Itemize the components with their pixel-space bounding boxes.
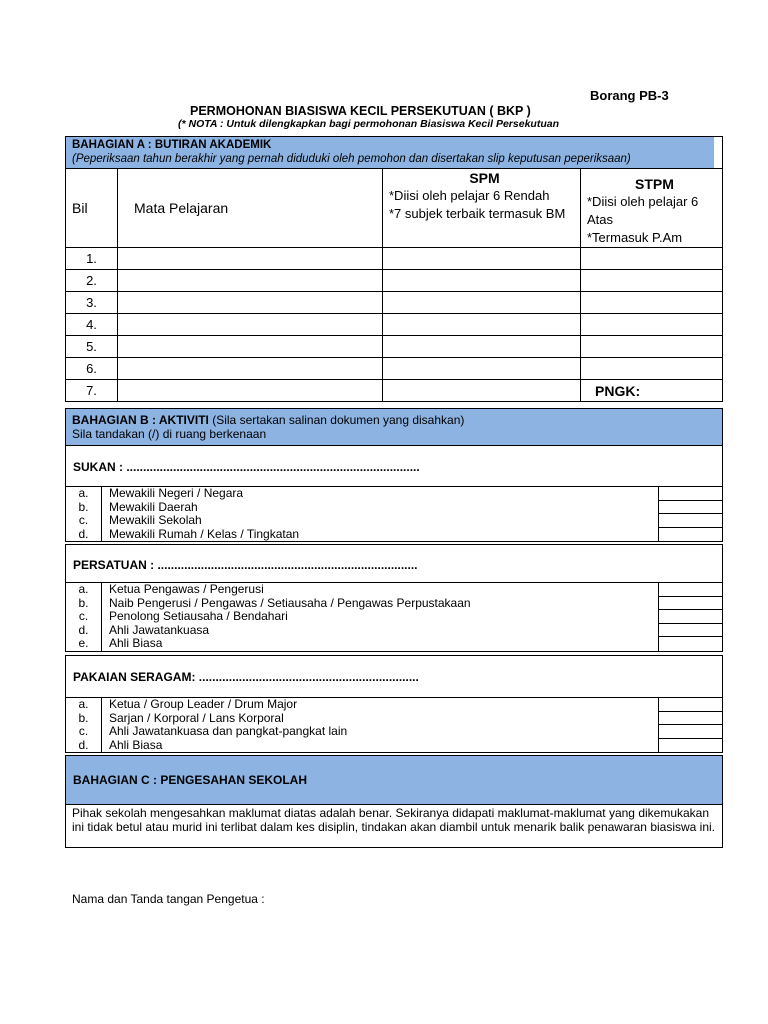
item-letter: a.	[78, 697, 89, 711]
item-letter: b.	[78, 710, 89, 725]
item-letter: d.	[78, 526, 89, 541]
item-letters	[66, 698, 102, 753]
stpm-title: STPM	[635, 176, 674, 192]
checkbox-column	[659, 583, 723, 652]
subject-cell[interactable]	[118, 248, 383, 270]
subject-cell[interactable]	[118, 380, 383, 402]
item-text: Mewakili Daerah	[109, 499, 198, 514]
item-text: Ketua Pengawas / Pengerusi	[109, 582, 264, 596]
spm-cell[interactable]	[383, 314, 581, 336]
checkbox-cell[interactable]	[659, 487, 722, 501]
row-number: 6.	[66, 358, 118, 380]
section-a-title: BAHAGIAN A : BUTIRAN AKADEMIK	[72, 139, 272, 151]
sukan-label: SUKAN : ........................................................................................	[65, 445, 723, 487]
item-letter: c.	[78, 513, 89, 527]
checkbox-cell[interactable]	[659, 698, 722, 712]
checkbox-cell[interactable]	[659, 739, 722, 753]
row-number: 7.	[66, 380, 118, 402]
stpm-cell[interactable]	[581, 292, 723, 314]
spm-title: SPM	[469, 170, 500, 186]
item-text: Naib Pengerusi / Pengawas / Setiausaha / Pengawas Perpustakaan	[109, 595, 471, 610]
item-text: Mewakili Rumah / Kelas / Tingkatan	[109, 526, 300, 541]
checkbox-cell[interactable]	[659, 624, 722, 638]
item-letter: c.	[78, 724, 89, 738]
checkbox-cell[interactable]	[659, 637, 722, 651]
checkbox-cell[interactable]	[659, 528, 722, 542]
spm-note-2: *7 subjek terbaik termasuk BM	[389, 206, 566, 221]
signature-label: Nama dan Tanda tangan Pengetua :	[72, 892, 265, 906]
item-letter: c.	[78, 609, 89, 623]
item-letter: b.	[78, 499, 89, 514]
item-text: Sarjan / Korporal / Lans Korporal	[109, 710, 284, 725]
checkbox-cell[interactable]	[659, 501, 722, 515]
col-bil: Bil	[66, 169, 118, 248]
item-letter: d.	[78, 622, 89, 637]
item-texts	[102, 583, 659, 652]
row-number: 2.	[66, 270, 118, 292]
section-a-header	[66, 137, 714, 168]
stpm-cell[interactable]	[581, 314, 723, 336]
form-code: Borang PB-3	[590, 88, 669, 103]
persatuan-label: PERSATUAN : ..............................................................................	[65, 544, 723, 583]
spm-cell[interactable]	[383, 270, 581, 292]
subject-cell[interactable]	[118, 292, 383, 314]
checkbox-column	[659, 698, 723, 753]
spm-cell[interactable]	[383, 248, 581, 270]
item-letters	[66, 583, 102, 652]
spm-cell[interactable]	[383, 292, 581, 314]
section-b-title-note: (Sila sertakan salinan dokumen yang disahkan)	[208, 413, 465, 427]
item-text: Ahli Biasa	[109, 636, 163, 650]
pakaian-seragam-label: PAKAIAN SERAGAM: ..................................................................	[65, 655, 723, 698]
item-letters	[66, 487, 102, 542]
item-texts	[102, 487, 659, 542]
spm-cell[interactable]	[383, 336, 581, 358]
checkbox-cell[interactable]	[659, 610, 722, 624]
item-text: Ahli Jawatankuasa	[109, 622, 210, 637]
item-letter: a.	[78, 486, 89, 500]
section-b-instruction: Sila tandakan (/) di ruang berkenaan	[72, 427, 267, 441]
spm-cell[interactable]	[383, 358, 581, 380]
row-number: 3.	[66, 292, 118, 314]
item-text: Ahli Biasa	[109, 737, 163, 752]
section-b-title: BAHAGIAN B : AKTIVITI	[72, 413, 209, 427]
subject-cell[interactable]	[118, 270, 383, 292]
item-letter: d.	[78, 737, 89, 752]
pngk-label: PNGK:	[581, 380, 723, 402]
section-b-header	[65, 408, 723, 446]
col-mata-pelajaran: Mata Pelajaran	[118, 169, 383, 248]
item-text: Ketua / Group Leader / Drum Major	[109, 697, 298, 711]
subject-cell[interactable]	[118, 314, 383, 336]
checkbox-column	[659, 487, 723, 542]
row-number: 5.	[66, 336, 118, 358]
checkbox-cell[interactable]	[659, 725, 722, 739]
item-text: Mewakili Sekolah	[109, 513, 202, 527]
section-c-header: BAHAGIAN C : PENGESAHAN SEKOLAH	[65, 755, 723, 805]
row-number: 4.	[66, 314, 118, 336]
checkbox-cell[interactable]	[659, 514, 722, 528]
col-stpm	[581, 169, 723, 248]
checkbox-cell[interactable]	[659, 583, 722, 597]
subject-cell[interactable]	[118, 358, 383, 380]
form-note: (* NOTA : Untuk dilengkapkan bagi permohonan Biasiswa Kecil Persekutuan	[178, 118, 559, 130]
item-letter: e.	[78, 636, 89, 650]
item-text: Mewakili Negeri / Negara	[109, 486, 244, 500]
stpm-note-1: *Diisi oleh pelajar 6 Atas	[587, 194, 699, 227]
stpm-cell[interactable]	[581, 358, 723, 380]
persatuan-list	[65, 582, 723, 652]
checkbox-cell[interactable]	[659, 597, 722, 611]
stpm-note-2: *Termasuk P.Am	[587, 230, 683, 245]
stpm-cell[interactable]	[581, 270, 723, 292]
stpm-cell[interactable]	[581, 248, 723, 270]
section-c-text: Pihak sekolah mengesahkan maklumat diatas adalah benar. Sekiranya didapati maklumat-maklumat yang dikemukakan ini tidak betul atau murid ini terlibat dalam kes disiplin, tindakan akan diambil untuk menarik balik penawaran biasiswa ini.	[65, 804, 723, 848]
checkbox-cell[interactable]	[659, 712, 722, 726]
col-spm	[383, 169, 581, 248]
academic-table	[65, 136, 723, 402]
form-title: PERMOHONAN BIASISWA KECIL PERSEKUTUAN ( BKP )	[190, 104, 531, 118]
item-text: Penolong Setiausaha / Bendahari	[109, 609, 288, 623]
subject-cell[interactable]	[118, 336, 383, 358]
sukan-list	[65, 486, 723, 542]
row-number: 1.	[66, 248, 118, 270]
stpm-cell[interactable]	[581, 336, 723, 358]
spm-cell[interactable]	[383, 380, 581, 402]
item-letter: a.	[78, 582, 89, 596]
section-a-subtitle: (Peperiksaan tahun berakhir yang pernah diduduki oleh pemohon dan disertakan slip keputusan peperiksaan)	[72, 153, 631, 165]
spm-note-1: *Diisi oleh pelajar 6 Rendah	[389, 188, 550, 203]
item-texts	[102, 698, 659, 753]
item-letter: b.	[78, 595, 89, 610]
pakaian-seragam-list	[65, 697, 723, 753]
item-text: Ahli Jawatankuasa dan pangkat-pangkat lain	[109, 724, 348, 738]
